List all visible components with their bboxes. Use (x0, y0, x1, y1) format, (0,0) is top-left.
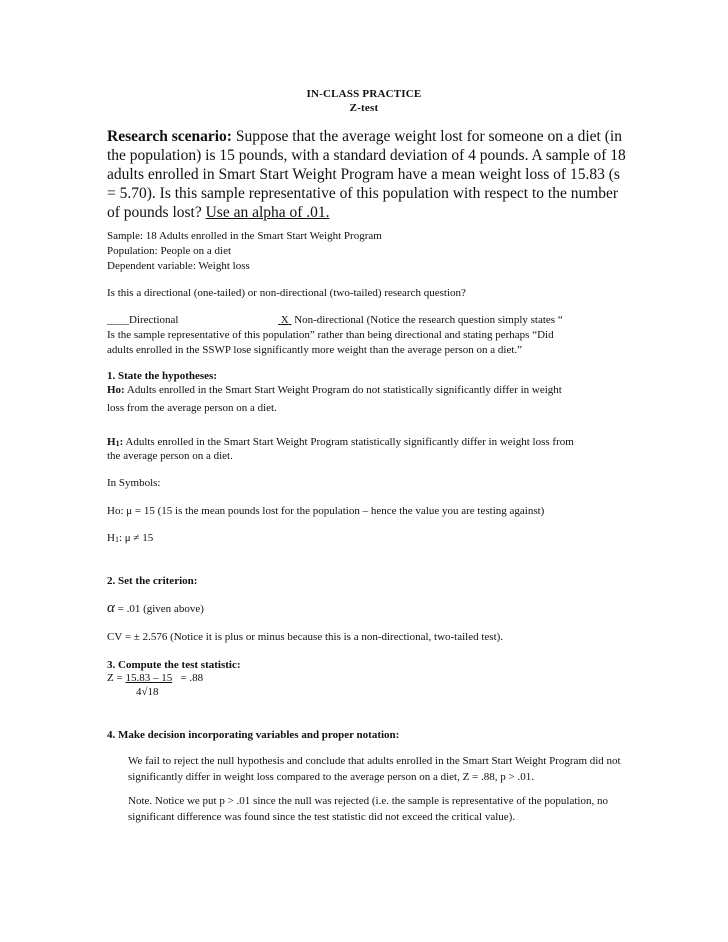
ho-label: Ho: (107, 384, 125, 396)
nondirectional-note-1: Is the sample representative of this population” rather than being directional and stating perhaps “Did (107, 329, 554, 341)
critical-value: CV = ± 2.576 (Notice it is plus or minus because this is a non-directional, two-tailed test). (107, 631, 504, 643)
z-result: = .88 (172, 672, 204, 684)
step3-heading: 3. Compute the test statistic: (107, 659, 241, 671)
alt-hypothesis: H1: Adults enrolled in the Smart Start Weight Program statistically significantly differ in weight loss from (107, 436, 574, 448)
z-formula: Z = 15.83 – 15 = .88 (107, 672, 204, 684)
nondirectional-label: Non-directional (Notice the research question simply states “ (294, 314, 563, 326)
step4-heading: 4. Make decision incorporating variables and proper notation: (107, 729, 400, 741)
alpha-symbol: α (107, 600, 115, 616)
population-line: Population: People on a diet (107, 245, 232, 257)
research-scenario (107, 127, 627, 222)
page-subtitle: Z-test (349, 102, 379, 114)
nondirectional-option (278, 312, 563, 328)
page-title: IN-CLASS PRACTICE (306, 88, 422, 100)
h1-label: H1: (107, 436, 124, 448)
step2-heading: 2. Set the criterion: (107, 575, 198, 587)
null-hypothesis-cont: loss from the average person on a diet. (107, 402, 277, 414)
alt-hypothesis-cont: the average person on a diet. (107, 450, 233, 462)
z-numerator: 15.83 – 15 (125, 672, 173, 684)
decision-text: We fail to reject the null hypothesis and conclude that adults enrolled in the Smart Start Weight Program did not significantly differ in weight loss compared to the average person on a diet, Z = .88, p > .01. (128, 755, 621, 783)
null-hypothesis: Ho: Adults enrolled in the Smart Start Weight Program do not statistically significantly differ in weight (107, 384, 562, 396)
nondirectional-note-2: adults enrolled in the SSWP lose significantly more weight than the average person on a diet.” (107, 344, 523, 356)
scenario-alpha: Use an alpha of .01. (205, 204, 330, 221)
directional-blank: ____ (107, 314, 129, 326)
step1-heading: 1. State the hypotheses: (107, 370, 217, 382)
alpha-line: α = .01 (given above) (107, 600, 204, 616)
h1-symbol: H1: μ ≠ 15 (107, 532, 154, 544)
ho-symbol: Ho: μ = 15 (15 is the mean pounds lost for the population – hence the value you are testing against) (107, 505, 545, 517)
directional-option (107, 312, 178, 328)
sample-line: Sample: 18 Adults enrolled in the Smart Start Weight Program (107, 230, 382, 242)
scenario-label: Research scenario: (107, 128, 232, 145)
dependent-variable-line: Dependent variable: Weight loss (107, 260, 250, 272)
in-symbols-label: In Symbols: (107, 477, 161, 489)
z-denominator: 4√18 (136, 686, 159, 698)
directional-label: Directional (129, 314, 179, 326)
scenario-text: Suppose that the average weight lost for someone on a diet (in the population) is 15 pounds, with a standard deviation of 4 pounds. A sample of 18 adults enrolled in Smart Start Weight Program have a mean weight loss of 15.83 (s = 5.70). Is this sample representative of this population with respect to the number of pounds lost? (107, 128, 626, 221)
decision-note: Note. Notice we put p > .01 since the null was rejected (i.e. the sample is representative of the population, no significant difference was found since the test statistic did not exceed the critical value). (128, 795, 608, 823)
nondirectional-mark: X (280, 314, 289, 326)
directional-question: Is this a directional (one-tailed) or non-directional (two-tailed) research question? (107, 287, 466, 299)
